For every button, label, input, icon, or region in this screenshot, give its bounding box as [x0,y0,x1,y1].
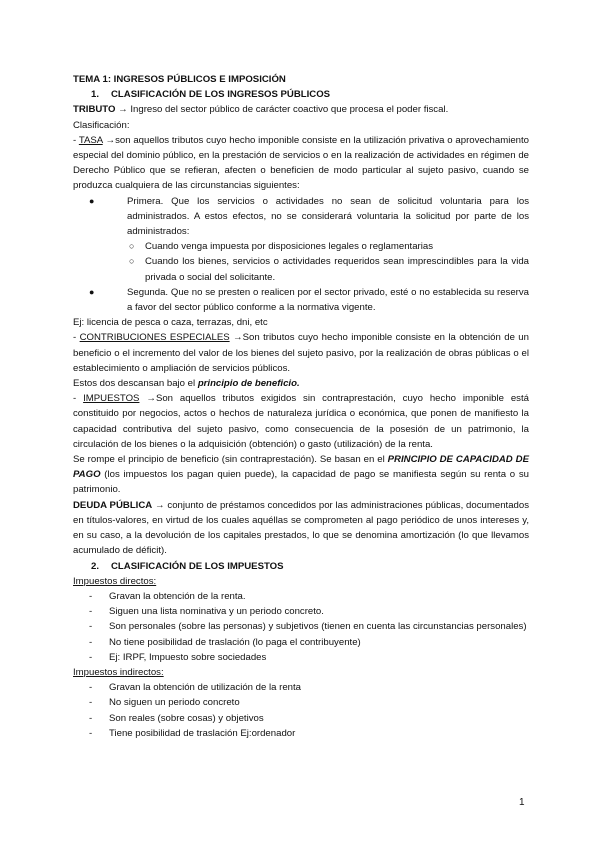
tasa-conditions-list [73,194,529,316]
bullet-dash: - [89,590,93,602]
deuda-paragraph [73,498,529,559]
descansan-paragraph [73,376,529,391]
section-2-heading [73,559,529,574]
contribuciones-prefix: - [73,332,80,344]
list-item [73,194,529,285]
section-1-title: CLASIFICACIÓN DE LOS INGRESOS PÚBLICOS [111,89,331,101]
tributo-term: TRIBUTO [73,104,116,116]
item-text: Gravan la obtención de la renta. [109,590,246,602]
item-text: No tiene posibilidad de traslación (lo paga el contribuyente) [109,636,361,648]
bullet-dot: ● [89,286,95,297]
rompe-paragraph [73,452,529,498]
directos-label: Impuestos directos: [73,575,157,587]
list-item [73,285,529,315]
descansan-text: Estos dos descansan bajo el [73,378,198,390]
rompe-text-1: Se rompe el principio de beneficio (sin contraprestación). Se basan en el [73,454,388,466]
indirectos-label: Impuestos indirectos: [73,666,164,678]
bullet-dash: - [89,636,93,648]
tasa-paragraph [73,133,529,194]
item-text: Son reales (sobre cosas) y objetivos [109,712,264,724]
descansan-emphasis: principio de beneficio. [197,378,300,390]
document-title: TEMA 1: INGRESOS PÚBLICOS E IMPOSICIÓN [73,74,286,85]
bullet-dash: - [89,712,93,724]
bullet-circle: ○ [129,241,135,252]
indirectos-list [73,680,529,741]
bullet-dash: - [89,606,93,618]
contribuciones-paragraph [73,330,529,376]
section-1-number: 1. [91,89,100,101]
bullet-dash: - [89,621,93,633]
section-2-number: 2. [91,560,100,572]
list-item [73,589,529,604]
list-item [73,680,529,695]
bullet-dash: - [89,682,93,694]
directos-list [73,589,529,665]
rompe-emphasis: PRINCIPIO DE CAPACIDAD DE PAGO [73,454,529,481]
list-item [73,650,529,665]
item-text: No siguen un periodo concreto [109,697,240,709]
list-item [73,711,529,726]
item-text: Tiene posibilidad de traslación Ej:ordenador [109,727,296,739]
list-item [73,239,529,254]
section-1-heading [73,87,529,102]
impuestos-prefix: - [73,393,84,405]
item-text: Gravan la obtención de utilización de la renta [109,682,301,694]
rompe-text-2: (los impuestos los pagan quien puede), la capacidad de pago se manifiesta según su renta o su patrimonio. [73,469,529,496]
section-2-title: CLASIFICACIÓN DE LOS IMPUESTOS [111,560,284,572]
bullet-dash: - [89,697,93,709]
list-item [73,254,529,284]
list-item [73,604,529,619]
primera-sub-list [73,239,529,285]
list-item [73,619,529,634]
tasa-term: TASA [78,134,103,146]
impuestos-text: →Son aquellos tributos exigidos sin contraprestación, cuyo hecho imponible está constituido por negocios, actos o hechos de naturaleza jurídica o económica, que ponen de manifiesto la capacidad contributiva del sujeto pasivo, como consecuencia de la posesión de un patrimonio, la circulación de los bienes o la adquisición (obtención) o gasto (utilización) de la renta. [73,393,529,450]
tributo-definition: → Ingreso del sector público de carácter coactivo que procesa el poder fiscal. [115,104,449,116]
tributo-paragraph [73,102,529,117]
list-item [73,726,529,741]
impuestos-term: IMPUESTOS [83,393,140,405]
ej-tasa: Ej: licencia de pesca o caza, terrazas, dni, etc [73,317,268,329]
bullet-dash: - [89,651,93,663]
deuda-term: DEUDA PÚBLICA [73,499,153,511]
sub-item-text: Cuando los bienes, servicios o actividades requeridos sean imprescindibles para la vida privada o social del solicitante. [145,256,529,283]
clasificacion-label: Clasificación: [73,119,130,131]
item-text: Siguen una lista nominativa y un periodo concreto. [109,606,324,618]
item-text: Ej: IRPF, Impuesto sobre sociedades [109,651,267,663]
page-content [73,72,529,741]
contribuciones-text: →Son tributos cuyo hecho imponible consiste en la obtención de un beneficio o el incremento del valor de los bienes del sujeto pasivo, por la realización de obras públicas o el establecimiento o ampliación de servicios públicos. [73,332,529,374]
sub-item-text: Cuando venga impuesta por disposiciones legales o reglamentarias [145,241,433,253]
deuda-text: → conjunto de préstamos concedidos por las administraciones públicas, documentados en títulos-valores, en virtud de los cuales aquéllas se comprometen al pago periódico de unos intereses y, en su caso, a la devolución de los capitales prestados, lo que se denomina amortización (lo que llevamos acumulado de déficit). [73,499,529,557]
page-number: 1 [519,797,525,808]
condition-segunda: Segunda. Que no se presten o realicen por el sector privado, esté o no establecida su reserva a favor del sector público conforme a la normativa vigente. [127,286,529,314]
impuestos-paragraph [73,391,529,452]
tasa-text: →son aquellos tributos cuyo hecho imponible consiste en la utilización privativa o aprovechamiento especial del dominio público, en la prestación de servicios o en la realización de actividades en régimen de Derecho Público que se refieran, afecten o beneficien de modo particular al sujeto pasivo, cuando se produzca cualquiera de las circunstancias siguientes: [73,134,530,192]
bullet-dot: ● [89,195,95,206]
tasa-prefix: - [73,134,79,146]
list-item [73,695,529,710]
list-item [73,635,529,650]
condition-primera: Primera. Que los servicios o actividades no sean de solicitud voluntaria para los administrados. A estos efectos, no se considerará voluntaria la solicitud por parte de los administrados: [127,195,529,238]
contribuciones-term: CONTRIBUCIONES ESPECIALES [79,332,230,344]
bullet-circle: ○ [129,256,135,267]
bullet-dash: - [89,727,93,739]
item-text: Son personales (sobre las personas) y subjetivos (tienen en cuenta las circunstancias personales) [109,621,527,633]
